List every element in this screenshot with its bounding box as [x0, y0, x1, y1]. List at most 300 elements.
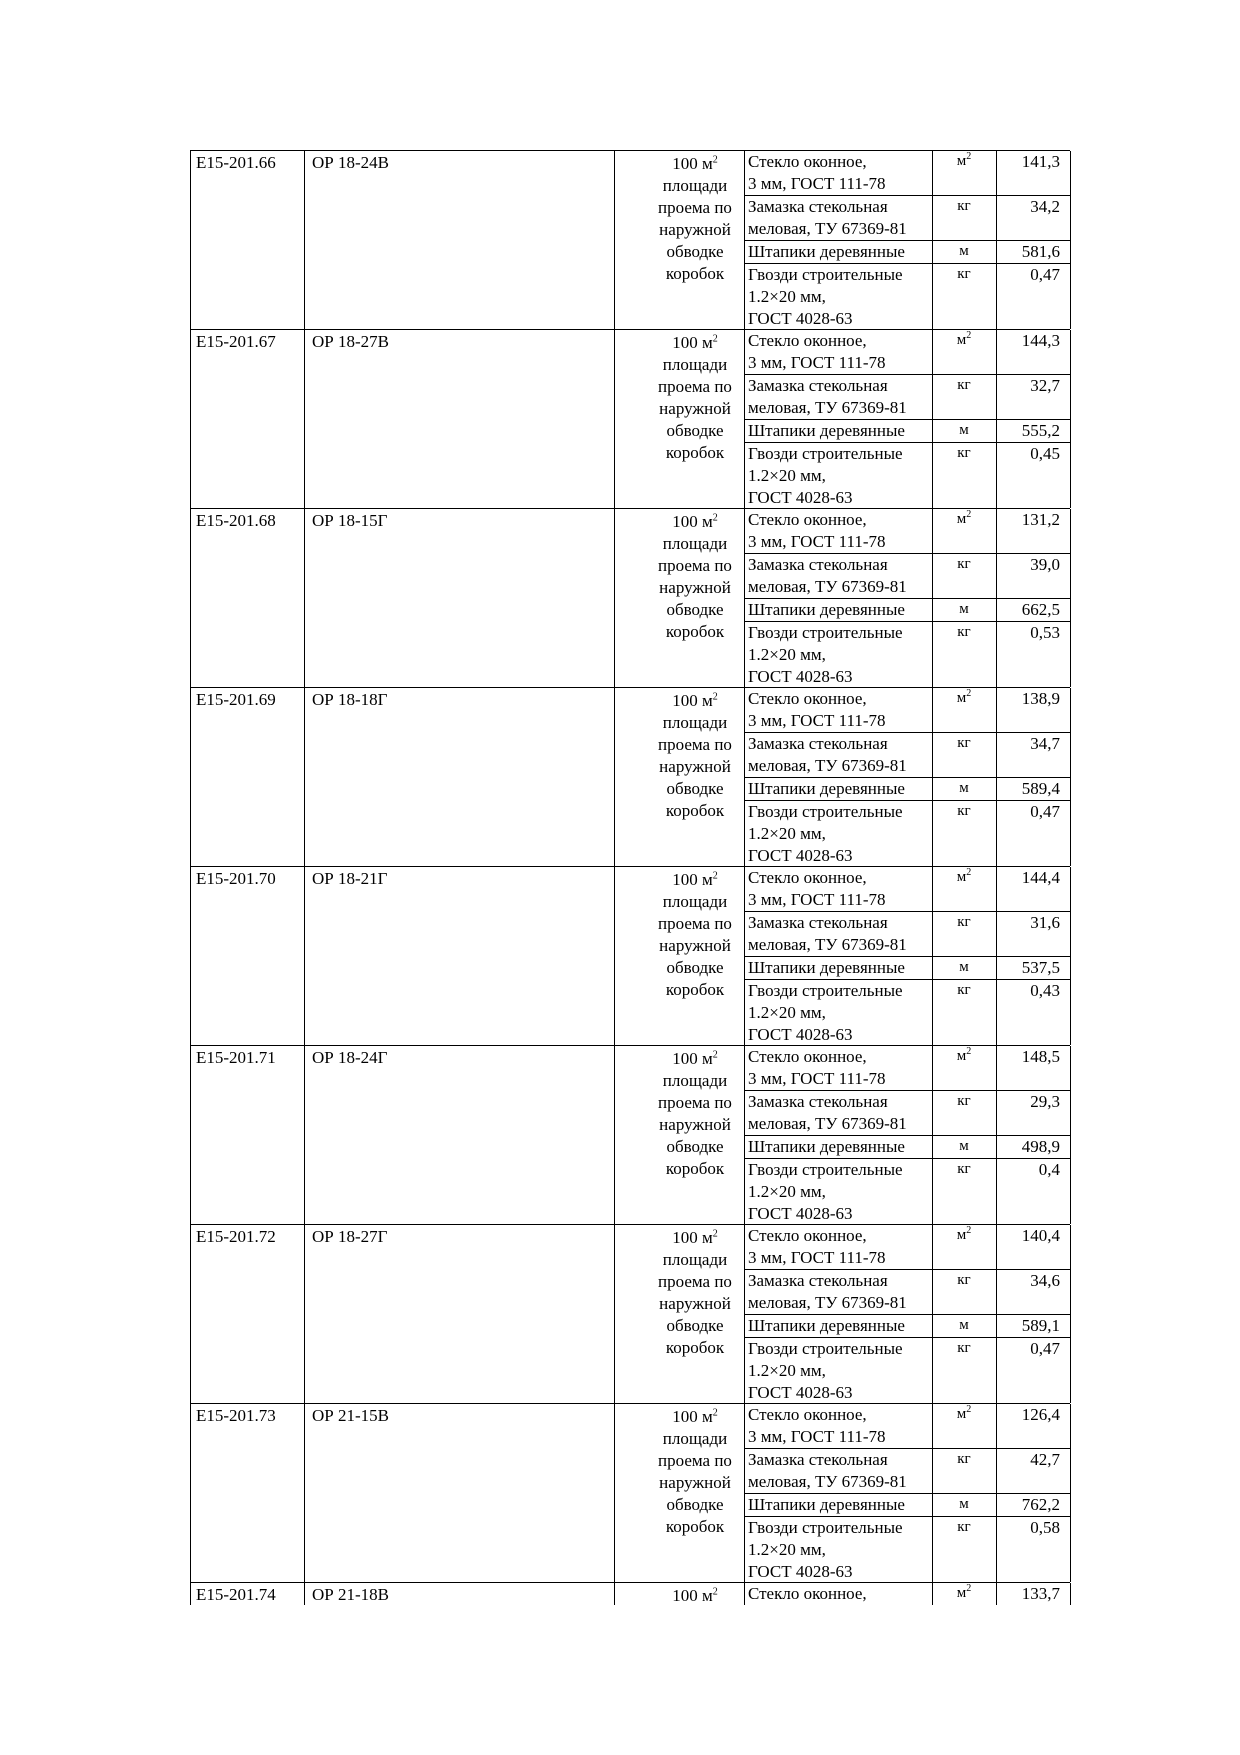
material-name-line: Гвозди строительные: [748, 265, 903, 284]
material-name: [744, 1270, 932, 1314]
column-border: [614, 688, 615, 866]
material-name: [744, 1494, 932, 1516]
material-name-line: Штапики деревянные: [748, 421, 905, 440]
window-mark: ОР 18-21Г: [312, 869, 388, 888]
material-value: 555,2: [1021, 421, 1060, 440]
column-border: [190, 688, 191, 866]
column-border: [1070, 1583, 1071, 1605]
unit-line: проема по: [658, 377, 732, 396]
material-row: [744, 1517, 1070, 1583]
column-border: [614, 509, 615, 687]
column-border: [190, 330, 191, 508]
norms-table: [190, 150, 1070, 1605]
unit-line: 100 $м^2$: [672, 1228, 718, 1247]
norm-code: Е15-201.69: [196, 690, 276, 709]
material-name: [744, 196, 932, 240]
material-name: [744, 1517, 932, 1583]
material-uom: м: [959, 1317, 969, 1333]
window-mark: ОР 18-24Г: [312, 1048, 388, 1067]
material-row: [744, 912, 1070, 957]
unit-line: 100 $м^2$: [672, 870, 718, 889]
material-value: 0,47: [1030, 802, 1060, 821]
column-border: [304, 867, 305, 1045]
unit-line: проема по: [658, 1451, 732, 1470]
column-border: [304, 1225, 305, 1403]
material-uom: м: [959, 422, 969, 438]
material-row: [744, 1338, 1070, 1404]
material-uom: м: [959, 601, 969, 617]
unit-line: 100 $м^2$: [672, 333, 718, 352]
column-border: [304, 509, 305, 687]
material-name-line: Замазка стекольная: [748, 734, 888, 753]
material-name-line: Гвозди строительные: [748, 802, 903, 821]
material-name: [744, 801, 932, 867]
unit-line: наружной: [659, 578, 731, 597]
material-uom: $м^2$: [956, 1583, 972, 1601]
unit-line: проема по: [658, 1272, 732, 1291]
material-uom: кг: [957, 1272, 971, 1288]
material-name-line: Стекло оконное,: [748, 152, 867, 171]
unit-line: коробок: [665, 443, 725, 462]
material-name-line: Стекло оконное,: [748, 1405, 867, 1424]
material-row: [744, 241, 1070, 264]
column-border: [190, 1404, 191, 1582]
material-value: 0,47: [1030, 265, 1060, 284]
window-mark: ОР 21-15В: [312, 1406, 389, 1425]
material-uom: $м^2$: [956, 867, 972, 885]
material-value: 144,3: [1021, 331, 1060, 350]
norm-code: Е15-201.72: [196, 1227, 276, 1246]
material-row: [744, 151, 1070, 196]
window-mark: ОР 21-18В: [312, 1585, 389, 1604]
column-border: [190, 1583, 191, 1605]
material-name-line: Гвозди строительные: [748, 1339, 903, 1358]
material-uom: кг: [957, 624, 971, 640]
unit-line: обводке: [666, 242, 724, 261]
material-name-line: меловая, ТУ 67369-81: [748, 219, 907, 238]
material-row: [744, 420, 1070, 443]
material-value: 589,4: [1021, 779, 1060, 798]
material-name: [744, 509, 932, 553]
unit-line: коробок: [665, 622, 725, 641]
material-row: [744, 375, 1070, 420]
material-name: [744, 151, 932, 195]
unit-line: проема по: [658, 914, 732, 933]
unit-line: наружной: [659, 220, 731, 239]
window-mark: ОР 18-18Г: [312, 690, 388, 709]
material-name-line: Замазка стекольная: [748, 197, 888, 216]
material-name-line: 3 мм, ГОСТ 111-78: [748, 174, 886, 193]
material-name: [744, 733, 932, 777]
materials-list: [744, 509, 1070, 688]
material-value: 126,4: [1021, 1405, 1060, 1424]
unit-line: наружной: [659, 1294, 731, 1313]
unit-line: наружной: [659, 1115, 731, 1134]
material-name-line: меловая, ТУ 67369-81: [748, 756, 907, 775]
column-border: [1070, 867, 1071, 1045]
material-row: [744, 1583, 1070, 1605]
material-value: 537,5: [1021, 958, 1060, 977]
material-name: [744, 1225, 932, 1269]
material-name-line: Замазка стекольная: [748, 1450, 888, 1469]
material-uom: $м^2$: [956, 509, 972, 527]
unit-line: коробок: [665, 980, 725, 999]
material-uom: кг: [957, 1451, 971, 1467]
material-row: [744, 1046, 1070, 1091]
unit-line: обводке: [666, 600, 724, 619]
unit-line: обводке: [666, 421, 724, 440]
material-uom: $м^2$: [956, 688, 972, 706]
material-name-line: Штапики деревянные: [748, 1495, 905, 1514]
column-border: [304, 1583, 305, 1605]
material-name: [744, 1091, 932, 1135]
material-name-line: меловая, ТУ 67369-81: [748, 398, 907, 417]
material-name: [744, 330, 932, 374]
material-name-line: Штапики деревянные: [748, 1137, 905, 1156]
material-uom: кг: [957, 914, 971, 930]
table-row: [190, 329, 1070, 508]
material-name-line: ГОСТ 4028-63: [748, 1383, 853, 1402]
material-name-line: Стекло оконное,: [748, 689, 867, 708]
material-uom: кг: [957, 556, 971, 572]
column-border: [304, 688, 305, 866]
material-value: 42,7: [1030, 1450, 1060, 1469]
material-name: [744, 443, 932, 509]
material-name-line: Стекло оконное,: [748, 1226, 867, 1245]
window-mark: ОР 18-27В: [312, 332, 389, 351]
material-name-line: Гвозди строительные: [748, 444, 903, 463]
window-mark: ОР 18-15Г: [312, 511, 388, 530]
material-row: [744, 1404, 1070, 1449]
material-name-line: Гвозди строительные: [748, 1160, 903, 1179]
material-value: 0,47: [1030, 1339, 1060, 1358]
material-uom: $м^2$: [956, 330, 972, 348]
material-uom: кг: [957, 266, 971, 282]
material-value: 662,5: [1021, 600, 1060, 619]
unit-line: обводке: [666, 779, 724, 798]
column-border: [1070, 151, 1071, 329]
material-name-line: 1.2×20 мм,: [748, 1003, 826, 1022]
window-mark: ОР 18-27Г: [312, 1227, 388, 1246]
material-name-line: 3 мм, ГОСТ 111-78: [748, 1248, 886, 1267]
material-name-line: Штапики деревянные: [748, 242, 905, 261]
unit-line: площади: [662, 1429, 728, 1448]
table-row: [190, 150, 1070, 329]
norm-code: Е15-201.66: [196, 153, 276, 172]
material-name-line: Замазка стекольная: [748, 913, 888, 932]
column-border: [1070, 330, 1071, 508]
material-uom: $м^2$: [956, 1404, 972, 1422]
column-border: [190, 1225, 191, 1403]
material-name-line: Стекло оконное,: [748, 331, 867, 350]
material-name: [744, 622, 932, 688]
materials-list: [744, 867, 1070, 1046]
norm-code: Е15-201.71: [196, 1048, 276, 1067]
norm-code: Е15-201.73: [196, 1406, 276, 1425]
column-border: [614, 1046, 615, 1224]
material-name-line: Стекло оконное,: [748, 1047, 867, 1066]
unit-line: 100 $м^2$: [672, 512, 718, 531]
material-uom: кг: [957, 982, 971, 998]
column-border: [190, 1046, 191, 1224]
material-row: [744, 196, 1070, 241]
material-name-line: 3 мм, ГОСТ 111-78: [748, 353, 886, 372]
material-uom: м: [959, 1138, 969, 1154]
material-name-line: 3 мм, ГОСТ 111-78: [748, 1069, 886, 1088]
material-name-line: ГОСТ 4028-63: [748, 1025, 853, 1044]
material-row: [744, 801, 1070, 867]
material-name-line: Стекло оконное,: [748, 510, 867, 529]
material-name: [744, 688, 932, 732]
material-value: 144,4: [1021, 868, 1060, 887]
materials-list: [744, 1583, 1070, 1605]
material-name: [744, 957, 932, 979]
material-row: [744, 622, 1070, 688]
unit-line: площади: [662, 892, 728, 911]
material-value: 32,7: [1030, 376, 1060, 395]
table-row: [190, 1224, 1070, 1403]
material-name-line: меловая, ТУ 67369-81: [748, 577, 907, 596]
material-value: 589,1: [1021, 1316, 1060, 1335]
material-name-line: ГОСТ 4028-63: [748, 488, 853, 507]
norm-code: Е15-201.74: [196, 1585, 276, 1604]
column-border: [614, 867, 615, 1045]
materials-list: [744, 1046, 1070, 1225]
unit-line: 100 $м^2$: [672, 1407, 718, 1426]
material-uom: м: [959, 959, 969, 975]
material-uom: кг: [957, 1161, 971, 1177]
material-row: [744, 330, 1070, 375]
unit-line: площади: [662, 713, 728, 732]
material-uom: м: [959, 780, 969, 796]
material-name: [744, 1315, 932, 1337]
column-border: [1070, 1046, 1071, 1224]
material-name: [744, 1046, 932, 1090]
unit-line: площади: [662, 355, 728, 374]
column-border: [190, 151, 191, 329]
material-row: [744, 867, 1070, 912]
unit-line: площади: [662, 534, 728, 553]
material-name-line: Стекло оконное,: [748, 1584, 867, 1603]
column-border: [1070, 1225, 1071, 1403]
unit-line: площади: [662, 1071, 728, 1090]
material-row: [744, 1225, 1070, 1270]
material-value: 34,7: [1030, 734, 1060, 753]
table-row: [190, 1582, 1070, 1605]
unit-line: проема по: [658, 735, 732, 754]
material-row: [744, 1270, 1070, 1315]
material-row: [744, 688, 1070, 733]
unit-line: проема по: [658, 556, 732, 575]
materials-list: [744, 330, 1070, 509]
material-uom: кг: [957, 1340, 971, 1356]
unit-line: 100 $м^2$: [672, 154, 718, 173]
material-name-line: 1.2×20 мм,: [748, 645, 826, 664]
norm-code: Е15-201.67: [196, 332, 276, 351]
material-name-line: Замазка стекольная: [748, 376, 888, 395]
unit-line: коробок: [665, 264, 725, 283]
material-uom: м: [959, 243, 969, 259]
material-name: [744, 980, 932, 1046]
material-row: [744, 778, 1070, 801]
material-name-line: меловая, ТУ 67369-81: [748, 935, 907, 954]
material-name: [744, 1159, 932, 1225]
unit-line: наружной: [659, 757, 731, 776]
unit-line: проема по: [658, 1093, 732, 1112]
unit-line: коробок: [665, 1338, 725, 1357]
material-name-line: Штапики деревянные: [748, 958, 905, 977]
table-row: [190, 866, 1070, 1045]
material-name-line: 3 мм, ГОСТ 111-78: [748, 532, 886, 551]
table-row: [190, 1403, 1070, 1582]
column-border: [614, 1404, 615, 1582]
unit-line: 100 $м^2$: [672, 1049, 718, 1068]
unit-line: коробок: [665, 801, 725, 820]
unit-line: обводке: [666, 1495, 724, 1514]
material-value: 34,6: [1030, 1271, 1060, 1290]
material-name: [744, 1449, 932, 1493]
material-row: [744, 1136, 1070, 1159]
material-value: 0,58: [1030, 1518, 1060, 1537]
materials-list: [744, 1225, 1070, 1404]
material-name-line: ГОСТ 4028-63: [748, 667, 853, 686]
unit-line: 100 $м^2$: [672, 1586, 718, 1605]
material-row: [744, 443, 1070, 509]
material-name-line: ГОСТ 4028-63: [748, 1562, 853, 1581]
unit-line: наружной: [659, 1473, 731, 1492]
material-uom: $м^2$: [956, 1225, 972, 1243]
unit-line: 100 $м^2$: [672, 691, 718, 710]
column-border: [614, 1225, 615, 1403]
material-name-line: Замазка стекольная: [748, 1092, 888, 1111]
material-row: [744, 1159, 1070, 1225]
material-name: [744, 1583, 932, 1605]
material-uom: кг: [957, 1519, 971, 1535]
material-name-line: ГОСТ 4028-63: [748, 846, 853, 865]
material-name: [744, 264, 932, 330]
column-border: [1070, 509, 1071, 687]
material-name-line: 3 мм, ГОСТ 111-78: [748, 890, 886, 909]
material-name-line: 1.2×20 мм,: [748, 1540, 826, 1559]
material-value: 138,9: [1021, 689, 1060, 708]
material-name: [744, 375, 932, 419]
material-value: 133,7: [1021, 1584, 1060, 1603]
table-row: [190, 687, 1070, 866]
material-name-line: меловая, ТУ 67369-81: [748, 1472, 907, 1491]
material-name: [744, 1338, 932, 1404]
material-row: [744, 733, 1070, 778]
material-row: [744, 1315, 1070, 1338]
unit-line: обводке: [666, 1137, 724, 1156]
unit-line: наружной: [659, 399, 731, 418]
material-name-line: Замазка стекольная: [748, 555, 888, 574]
column-border: [614, 330, 615, 508]
material-name-line: 1.2×20 мм,: [748, 287, 826, 306]
material-value: 762,2: [1021, 1495, 1060, 1514]
unit-line: коробок: [665, 1517, 725, 1536]
material-name-line: 1.2×20 мм,: [748, 1361, 826, 1380]
material-name: [744, 1404, 932, 1448]
material-name-line: 1.2×20 мм,: [748, 466, 826, 485]
material-row: [744, 957, 1070, 980]
material-value: 0,53: [1030, 623, 1060, 642]
material-name: [744, 1136, 932, 1158]
material-value: 141,3: [1021, 152, 1060, 171]
materials-list: [744, 1404, 1070, 1583]
material-name-line: 1.2×20 мм,: [748, 824, 826, 843]
material-value: 581,6: [1021, 242, 1060, 261]
unit-line: площади: [662, 1250, 728, 1269]
materials-list: [744, 688, 1070, 867]
material-row: [744, 554, 1070, 599]
material-name: [744, 599, 932, 621]
material-uom: $м^2$: [956, 151, 972, 169]
material-uom: кг: [957, 735, 971, 751]
material-name-line: меловая, ТУ 67369-81: [748, 1114, 907, 1133]
material-name-line: ГОСТ 4028-63: [748, 309, 853, 328]
column-border: [304, 1404, 305, 1582]
column-border: [304, 151, 305, 329]
unit-line: площади: [662, 176, 728, 195]
norm-code: Е15-201.68: [196, 511, 276, 530]
table-row: [190, 508, 1070, 687]
material-value: 148,5: [1021, 1047, 1060, 1066]
material-name-line: Гвозди строительные: [748, 623, 903, 642]
material-name-line: Штапики деревянные: [748, 1316, 905, 1335]
material-uom: кг: [957, 198, 971, 214]
material-row: [744, 264, 1070, 330]
material-uom: кг: [957, 377, 971, 393]
material-row: [744, 509, 1070, 554]
material-uom: кг: [957, 445, 971, 461]
column-border: [1070, 1404, 1071, 1582]
material-name-line: Гвозди строительные: [748, 981, 903, 1000]
column-border: [304, 1046, 305, 1224]
material-name: [744, 241, 932, 263]
material-row: [744, 1494, 1070, 1517]
material-name: [744, 420, 932, 442]
material-row: [744, 599, 1070, 622]
material-row: [744, 1091, 1070, 1136]
material-name: [744, 778, 932, 800]
column-border: [1070, 688, 1071, 866]
material-name-line: ГОСТ 4028-63: [748, 1204, 853, 1223]
unit-line: проема по: [658, 198, 732, 217]
material-name-line: Замазка стекольная: [748, 1271, 888, 1290]
unit-line: коробок: [665, 1159, 725, 1178]
material-value: 140,4: [1021, 1226, 1060, 1245]
material-value: 498,9: [1021, 1137, 1060, 1156]
material-value: 0,4: [1038, 1160, 1060, 1179]
material-name-line: Штапики деревянные: [748, 600, 905, 619]
material-name: [744, 554, 932, 598]
material-value: 34,2: [1030, 197, 1060, 216]
material-name-line: меловая, ТУ 67369-81: [748, 1293, 907, 1312]
material-name-line: Гвозди строительные: [748, 1518, 903, 1537]
norm-code: Е15-201.70: [196, 869, 276, 888]
material-row: [744, 1449, 1070, 1494]
material-value: 39,0: [1030, 555, 1060, 574]
unit-line: обводке: [666, 1316, 724, 1335]
materials-list: [744, 151, 1070, 330]
material-uom: м: [959, 1496, 969, 1512]
material-uom: кг: [957, 803, 971, 819]
material-value: 0,45: [1030, 444, 1060, 463]
material-uom: $м^2$: [956, 1046, 972, 1064]
material-row: [744, 980, 1070, 1046]
unit-line: наружной: [659, 936, 731, 955]
material-name-line: 1.2×20 мм,: [748, 1182, 826, 1201]
